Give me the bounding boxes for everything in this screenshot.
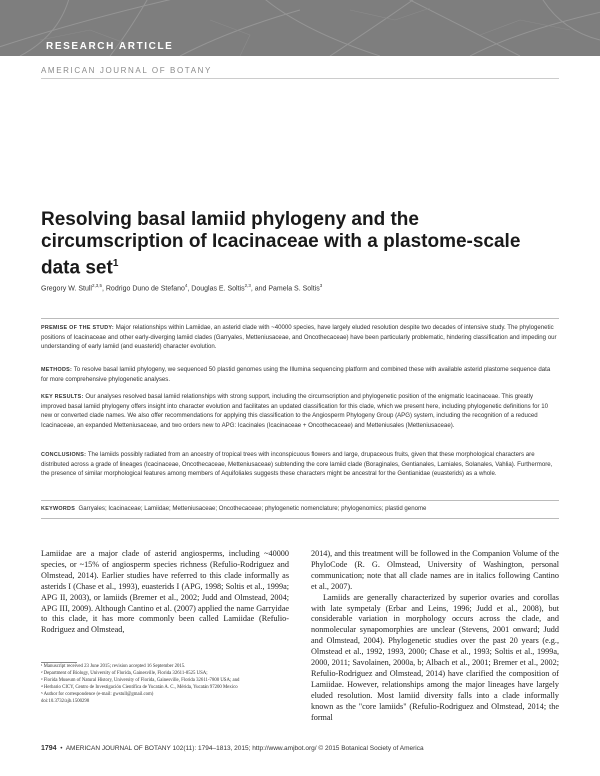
keywords-bottom-rule	[41, 518, 559, 519]
conclusions-label: CONCLUSIONS:	[41, 452, 87, 458]
article-type-label: RESEARCH ARTICLE	[46, 41, 174, 52]
abstract-premise	[41, 323, 559, 352]
abstract-methods	[41, 365, 559, 384]
methods-text: To resolve basal lamiid phylogeny, we sequenced 50 plastid genomes using the Illumina sequencing platform and combined these with available asterid plastome sequence data for more comprehensive phylogenetic analyses.	[41, 366, 551, 384]
body-left-column: Lamiidae are a major clade of asterid angiosperms, including ~40000 species, or ~15% of angiosperm species richness (Refulio-Rodriguez and Olmstead, 2014). Earlier studies have referred to this clade informally as asterids I (Chase et al., 1993), euasterids I (APG, 1998; Soltis et al., 1999a; APG II, 2003), or lamiids (Bremer et al., 2002; Judd and Olmstead, 2004; APG III, 2009). Although Cantino et al. (2007) applied the name Garryidae to this clade, it has more commonly been called Lamiidae (Refulio-Rodriguez and Olmstead,	[41, 549, 289, 635]
methods-label: METHODS:	[41, 367, 73, 373]
author-affiliation: 2,3	[244, 283, 251, 288]
body-right-paragraph-1: 2014), and this treatment will be followed in the Companion Volume of the PhyloCode (R. G. Olmstead, University of Washington, personal communication; note that all clade names are in italics following Cantino et al., 2007).	[311, 549, 559, 591]
footnote-rule	[41, 662, 77, 663]
premise-text: Major relationships within Lamiidae, an asterid clade with ~40000 species, have largely eluded resolution despite two decades of intensive study. The phylogenetic positions of Icacinaceae and other early-diverging lamiid clades (Garryales, Metteniusaceae, and Oncothecaceae) have been particularly problematic, hindering classification and impeding our understanding of early lamiid (and euasterid) character evolution.	[41, 324, 557, 351]
keywords-text: Garryales; Icacinaceae; Lamiidae; Metteniusaceae; Oncothecaceae; phylogenetic nomenclature; phylogenomics; plastid genome	[78, 505, 427, 512]
footnote-affiliation-3: ³ Florida Museum of Natural History, University of Florida, Gainesville, Florida 32611-7800 USA; and	[41, 677, 240, 683]
results-text: Our analyses resolved basal lamiid relationships with strong support, including the circumscription and phylogenetic position of the enigmatic Icacinaceae. This greatly improved basal lamiid phylogeny offers insight into character evolution and facilitates an updated classification for this clade, which we present here, including phylogenetic definitions for 10 new or converted clade names. We also offer recommendations for applying this classification to the Angiosperm Phylogeny Group (APG) system, including the recognition of a reduced Icacinaceae, an expanded Metteniusaceae, and two orders new to APG: Icacinales (Icacinaceae + Oncothecaceae) and Metteniusales (Metteniusaceae).	[41, 393, 548, 429]
body-right-paragraph-2: Lamiids are generally characterized by superior ovaries and corollas with late sympetaly (Erbar and Leins, 1996; Judd et al., 2008), but considerable variation in morphology occurs across the clade, and nonmolecular synapomorphies are unclear (Stevens, 2001 onward; Judd and Olmstead, 2004). Phylogenetic studies over the past 20 years (e.g., Olmstead et al., 1992, 1993, 2000; Chase et al., 1993; Soltis et al., 1999a, 2000, 2011; Savolainen, 2000a, b; Albach et al., 2001; Bremer et al., 2002; Refulio-Rodriguez and Olmstead, 2014) have clarified the composition of Lamiidae. However, relationships among the major lineages have largely eluded resolution. Most lamiid diversity falls into a clade informally known as the "core lamiids" (Refulio-Rodriguez and Olmstead, 2014; the formal	[311, 592, 559, 722]
header-divider	[41, 78, 559, 79]
footnote-doi: doi:10.3732/ajb.1500298	[41, 698, 90, 704]
author-name: Rodrigo Duno de Stefano	[105, 285, 185, 293]
footnote-manuscript: ¹ Manuscript received 23 June 2015; revision accepted 16 September 2015.	[41, 664, 186, 669]
abstract-conclusions	[41, 450, 559, 479]
author-name: Gregory W. Stull	[41, 285, 92, 293]
abstract-results	[41, 392, 559, 430]
footnote-affiliation-2: ² Department of Biology, University of Florida, Gainesville, Florida 32611-8525 USA;	[41, 670, 208, 676]
premise-label: PREMISE OF THE STUDY:	[41, 325, 114, 331]
author-name: Douglas E. Soltis	[191, 285, 245, 293]
title-footnote-mark: 1	[112, 258, 119, 269]
footnotes	[41, 664, 291, 705]
footnote-affiliation-4: ⁴ Herbario CICY, Centro de Investigación Científica de Yucatán A. C., Mérida, Yucatán 97200 Mexico	[41, 684, 238, 690]
title-text: Resolving basal lamiid phylogeny and the circumscription of Icacinaceae with a plastome-scale data set	[41, 209, 521, 279]
author-affiliation: 4	[184, 283, 188, 288]
abstract-top-rule	[41, 318, 559, 319]
footer-citation: AMERICAN JOURNAL OF BOTANY 102(11): 1794–1813, 2015; http://www.amjbot.org/ © 2015 Botanical Society of America	[65, 745, 424, 752]
keywords-top-rule	[41, 500, 559, 501]
conclusions-text: The lamiids possibly radiated from an ancestry of tropical trees with inconspicuous flowers and large, drupaceous fruits, given that these morphological characters are distributed across a grade of lineages (Icacinaceae, Oncothecaceae, Metteniusaceae) subtending the core lamiid clade (Boraginales, Gentianales, Lamiales, Solanales, Vahlia). Furthermore, the presence of similar morphological features among members of Aquifoliales suggests these characters might be ancestral for the Gentianidae (euasterids) as a whole.	[41, 451, 553, 478]
journal-name: AMERICAN JOURNAL OF BOTANY	[41, 66, 212, 75]
body-right-column	[311, 549, 559, 724]
author-list: Gregory W. Stull$^{2,3,5}$, Rodrigo Duno de Stefano$^4$, Douglas E. Soltis$^{2,3}$, and Pamela S. Soltis$^3$	[41, 283, 323, 293]
footnote-correspondence: ⁵ Author for correspondence (e-mail: gwstull@gmail.com)	[41, 691, 154, 697]
header-banner	[0, 0, 600, 56]
page-number: 1794	[41, 745, 57, 752]
page-footer: 1794 • AMERICAN JOURNAL OF BOTANY 102(11): 1794–1813, 2015; http://www.amjbot.org/ © 2015 Botanical Society of America	[41, 745, 424, 752]
author-affiliation: 2,3,5	[91, 283, 102, 288]
article-title	[41, 209, 541, 279]
author-name: Pamela S. Soltis	[268, 285, 320, 293]
keywords-label: KEYWORDS	[41, 506, 76, 512]
keywords-line	[41, 505, 426, 512]
results-label: KEY RESULTS:	[41, 394, 84, 400]
author-affiliation: 3	[319, 283, 323, 288]
